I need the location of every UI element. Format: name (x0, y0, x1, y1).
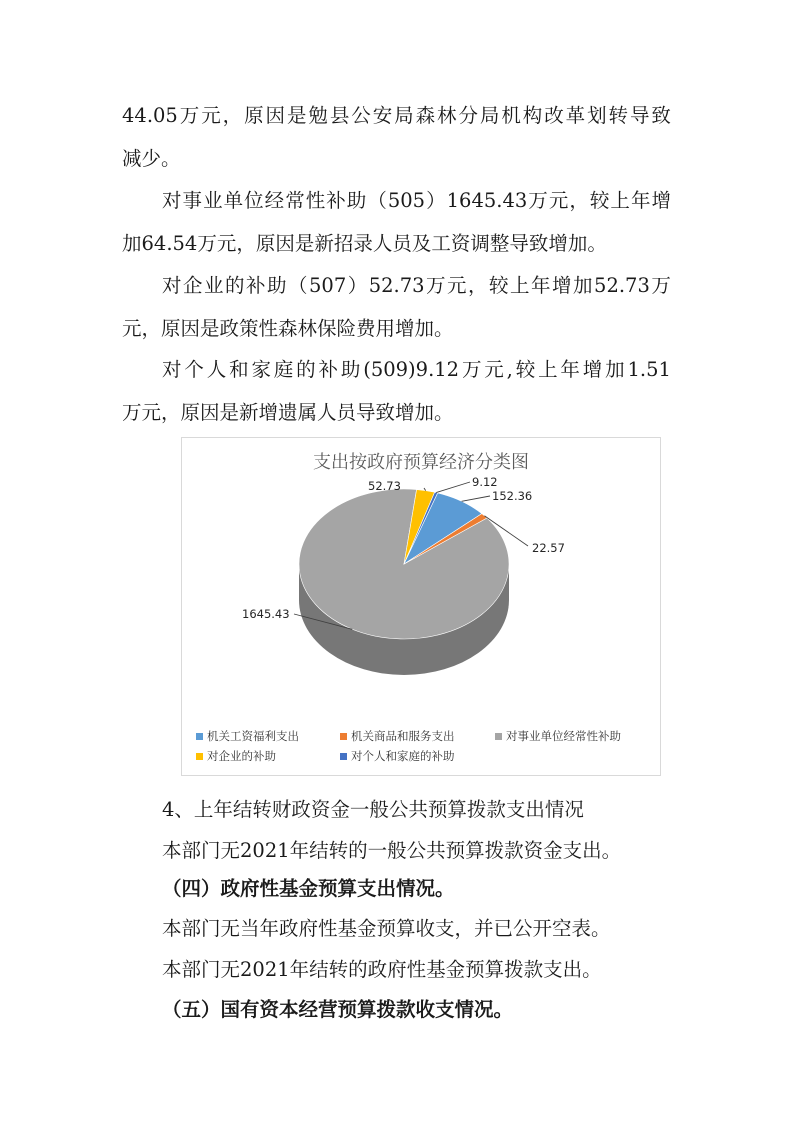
text-run: 507 (309, 274, 347, 297)
text-run: 业 (204, 274, 224, 297)
legend-label: 机关商品和服务支出 (351, 729, 455, 743)
text-run: 对 (162, 358, 182, 381)
text-run: 单 (223, 189, 244, 212)
text-run: 加 (605, 358, 625, 381)
text-run: (509)9.12 (363, 358, 460, 381)
text-run: 52.73 (368, 274, 425, 297)
section-4-text: 本部门无2021年结转的一般公共预算拨款资金支出。 (162, 839, 622, 862)
text-run: 导 (629, 104, 650, 127)
text-run: 44.05 (122, 104, 178, 127)
heading-4: （四）政府性基金预算支出情况。 (162, 877, 455, 900)
text-run: 改 (544, 104, 564, 127)
legend-swatch (495, 733, 502, 740)
text-run: 林 (437, 104, 457, 127)
text-run: , (506, 358, 513, 381)
text-run: 助 (340, 358, 361, 381)
data-label-4: 52.73 (368, 479, 401, 493)
leader-line-1 (462, 496, 490, 501)
text-run: 业 (203, 189, 223, 212)
text-run: 局 (479, 104, 500, 127)
paragraph-2-line-1 (162, 189, 671, 213)
text-run: 公 (351, 104, 371, 127)
pie-chart (181, 437, 661, 776)
text-run: 年 (531, 274, 551, 297)
text-run: ） (347, 274, 368, 297)
data-label-2: 22.57 (532, 541, 565, 555)
text-run: （ (367, 189, 387, 212)
text-run: 上 (538, 358, 558, 381)
text-run: 人 (206, 358, 227, 381)
text-run: 万 (528, 189, 548, 212)
text-run: 元 (447, 274, 467, 297)
text-run: 较 (515, 358, 536, 381)
heading-4-text-1: 本部门无当年政府性基金预算收支，并已公开空表。 (162, 917, 611, 940)
text-run: 的 (225, 274, 245, 297)
text-run: 万 (426, 274, 446, 297)
text-run: 家 (251, 358, 271, 381)
text-run: 转 (608, 104, 629, 127)
legend-item-3 (495, 728, 621, 744)
text-run: 划 (587, 104, 607, 127)
paragraph-3-line-2: 元，原因是政策性森林保险费用增加。 (122, 317, 454, 340)
legend-label: 对企业的补助 (207, 749, 276, 763)
text-run: 分 (458, 104, 478, 127)
text-run: 增 (552, 274, 572, 297)
text-run: 构 (522, 104, 543, 127)
text-run: （ (288, 274, 308, 297)
text-run: 个 (184, 358, 204, 381)
paragraph-4-line-2: 万元，原因是新增遗属人员导致增加。 (122, 401, 454, 424)
text-run: 补 (318, 358, 339, 381)
paragraph-1-line-1 (122, 104, 671, 128)
text-run: ） (426, 189, 446, 212)
text-run: 安 (372, 104, 393, 127)
text-run: 对 (162, 189, 182, 212)
text-run: 县 (329, 104, 350, 127)
text-run: 革 (565, 104, 586, 127)
text-run: 补 (326, 189, 346, 212)
legend-label: 对个人和家庭的补助 (351, 749, 455, 763)
text-run: 元 (548, 189, 569, 212)
text-run: 致 (651, 104, 671, 127)
text-run: 助 (267, 274, 287, 297)
legend-swatch (340, 753, 347, 760)
text-run: 勉 (308, 104, 328, 127)
legend-swatch (196, 753, 203, 760)
data-label-1: 152.36 (492, 489, 533, 503)
text-run: 万 (461, 358, 482, 381)
paragraph-2-line-2: 加64.54万元，原因是新招录人员及工资调整导致增加。 (122, 232, 607, 255)
legend-swatch (196, 733, 203, 740)
text-run: 上 (610, 189, 630, 212)
text-run: 元 (201, 104, 221, 127)
text-run: 较 (589, 189, 610, 212)
text-run: 常 (285, 189, 305, 212)
heading-5: （五）国有资本经营预算拨款收支情况。 (162, 998, 514, 1021)
text-run: 上 (510, 274, 530, 297)
text-run: 万 (179, 104, 200, 127)
text-run: 局 (394, 104, 414, 127)
pie-chart-svg (182, 438, 660, 775)
text-run: 助 (346, 189, 367, 212)
leader-line-5 (436, 482, 470, 493)
text-run: ， (222, 104, 243, 127)
legend-swatch (340, 733, 347, 740)
text-run: 机 (501, 104, 521, 127)
text-run: 对 (162, 274, 182, 297)
text-run: 元 (484, 358, 504, 381)
legend-item-2 (340, 728, 455, 744)
text-run: 庭 (273, 358, 294, 381)
data-label-3: 1645.43 (242, 607, 290, 621)
text-run: 增 (582, 358, 603, 381)
paragraph-3-line-1 (162, 274, 671, 298)
data-label-5: 9.12 (472, 475, 498, 489)
text-run: ， (468, 274, 488, 297)
text-run: 年 (630, 189, 651, 212)
text-run: 和 (229, 358, 249, 381)
text-run: 原 (244, 104, 264, 127)
paragraph-1-line-2: 减少。 (122, 147, 181, 170)
legend-label: 机关工资福利支出 (207, 729, 299, 743)
text-run: 因 (265, 104, 286, 127)
text-run: 较 (489, 274, 509, 297)
legend-item-4 (196, 748, 276, 764)
heading-4-text-2: 本部门无2021年结转的政府性基金预算拨款支出。 (162, 958, 602, 981)
text-run: 事 (182, 189, 203, 212)
text-run: 森 (415, 104, 436, 127)
text-run: 位 (244, 189, 264, 212)
text-run: 万 (651, 274, 671, 297)
section-4-title: 4、上年结转财政资金一般公共预算拨款支出情况 (162, 798, 584, 821)
text-run: 是 (286, 104, 307, 127)
legend-item-5 (340, 748, 455, 764)
text-run: 增 (651, 189, 671, 212)
paragraph-4-line-1 (162, 358, 671, 382)
text-run: 505 (387, 189, 426, 212)
legend-item-1 (196, 728, 299, 744)
text-run: 企 (183, 274, 203, 297)
chart-title: 支出按政府预算经济分类图 (313, 452, 529, 473)
text-run: 1.51 (627, 358, 671, 381)
text-run: 1645.43 (446, 189, 528, 212)
text-run: 52.73 (594, 274, 650, 297)
text-run: 年 (560, 358, 580, 381)
text-run: 加 (573, 274, 593, 297)
text-run: 的 (296, 358, 316, 381)
text-run: 补 (246, 274, 266, 297)
text-run: 经 (264, 189, 285, 212)
text-run: 性 (305, 189, 326, 212)
text-run: ， (569, 189, 589, 212)
legend-label: 对事业单位经常性补助 (506, 729, 621, 743)
